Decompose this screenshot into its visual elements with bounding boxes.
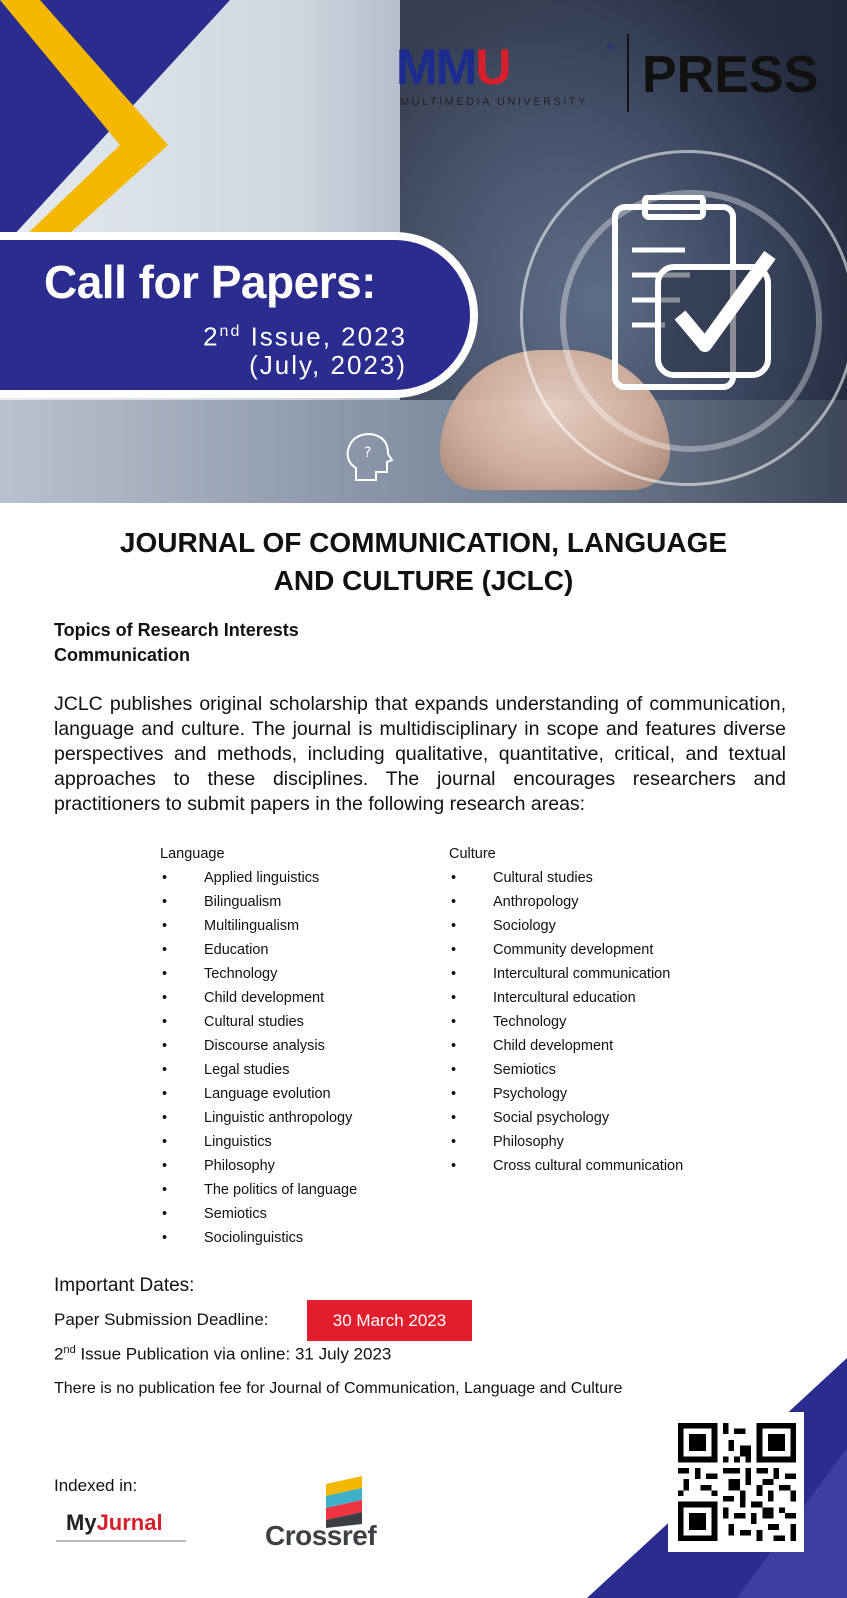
journal-title-line2: AND CULTURE (JCLC) [273, 565, 574, 596]
list-item: • Cultural studies [449, 866, 683, 890]
list-item: • Intercultural education [449, 986, 683, 1010]
clipboard-check-icon [610, 195, 780, 395]
head-question-icon [338, 428, 398, 488]
language-list [160, 842, 357, 1250]
list-item: • Child development [160, 986, 357, 1010]
banner-issue-month: (July, 2023) [249, 349, 407, 380]
list-item: • Discourse analysis [160, 1034, 357, 1058]
list-item: • Child development [449, 1034, 683, 1058]
list-item: • Semiotics [160, 1202, 357, 1226]
topics-heading [54, 618, 299, 668]
list-item: • The politics of language [160, 1178, 357, 1202]
list-item: • Linguistics [160, 1130, 357, 1154]
list-item: • Social psychology [449, 1106, 683, 1130]
topics-title: Topics of Research Interests [54, 620, 299, 640]
list-item: • Multilingualism [160, 914, 357, 938]
banner-title: Call for Papers: [44, 256, 376, 308]
list-item: • Bilingualism [160, 890, 357, 914]
list-item: • Semiotics [449, 1058, 683, 1082]
intro-paragraph: JCLC publishes original scholarship that expands understanding of communication, language and culture. The journal is multidisciplinary in scope and features diverse perspectives and methods, including qualitative, quantitative, critical, and textual approaches to these disciplines. The journal encourages researchers and practitioners to submit papers in the following research areas: [54, 693, 786, 815]
journal-title-line1: JOURNAL OF COMMUNICATION, LANGUAGE [119, 527, 728, 558]
list-item: • Legal studies [160, 1058, 357, 1082]
list-item: • Education [160, 938, 357, 962]
svg-text:?: ? [364, 445, 372, 461]
culture-list [449, 842, 683, 1178]
list-item: • Cross cultural communication [449, 1154, 683, 1178]
mmu-logo: MMU [396, 39, 510, 95]
list-item: • Cultural studies [160, 1010, 357, 1034]
list-item: • Philosophy [160, 1154, 357, 1178]
indexed-label: Indexed in: [54, 1476, 138, 1495]
myjurnal-underline [56, 1540, 186, 1542]
list-item: • Language evolution [160, 1082, 357, 1106]
journal-title [0, 524, 847, 600]
list-item: • Community development [449, 938, 683, 962]
registered-mark: ® [606, 42, 615, 54]
banner-issue: 2nd Issue, 2023 (July, 2023) [203, 321, 407, 380]
important-dates-heading: Important Dates: [54, 1275, 195, 1296]
press-label: PRESS [642, 46, 819, 104]
logo-subtitle: MULTIMEDIA UNIVERSITY [400, 96, 588, 108]
publication-date: 2nd Issue Publication via online: 31 July 2023 [54, 1344, 392, 1364]
list-item: • Sociolinguistics [160, 1226, 357, 1250]
yellow-chevron-icon [0, 0, 180, 260]
list-item: • Philosophy [449, 1130, 683, 1154]
crossref-logo: Crossref [265, 1520, 377, 1551]
logo-divider [627, 34, 629, 112]
deadline-badge: 30 March 2023 [307, 1300, 472, 1341]
myjurnal-logo: MyJurnal [66, 1510, 163, 1535]
list-item: • Applied linguistics [160, 866, 357, 890]
qr-code-icon[interactable] [678, 1422, 796, 1542]
topics-subtitle: Communication [54, 645, 191, 665]
list-item: • Technology [160, 962, 357, 986]
list-item: • Linguistic anthropology [160, 1106, 357, 1130]
list-item: • Sociology [449, 914, 683, 938]
language-heading: Language [160, 846, 225, 862]
culture-heading: Culture [449, 846, 496, 862]
deadline-label: Paper Submission Deadline: [54, 1310, 269, 1329]
list-item: • Intercultural communication [449, 962, 683, 986]
list-item: • Anthropology [449, 890, 683, 914]
no-fee-note: There is no publication fee for Journal of Communication, Language and Culture [54, 1380, 623, 1397]
list-item: • Technology [449, 1010, 683, 1034]
list-item: • Psychology [449, 1082, 683, 1106]
